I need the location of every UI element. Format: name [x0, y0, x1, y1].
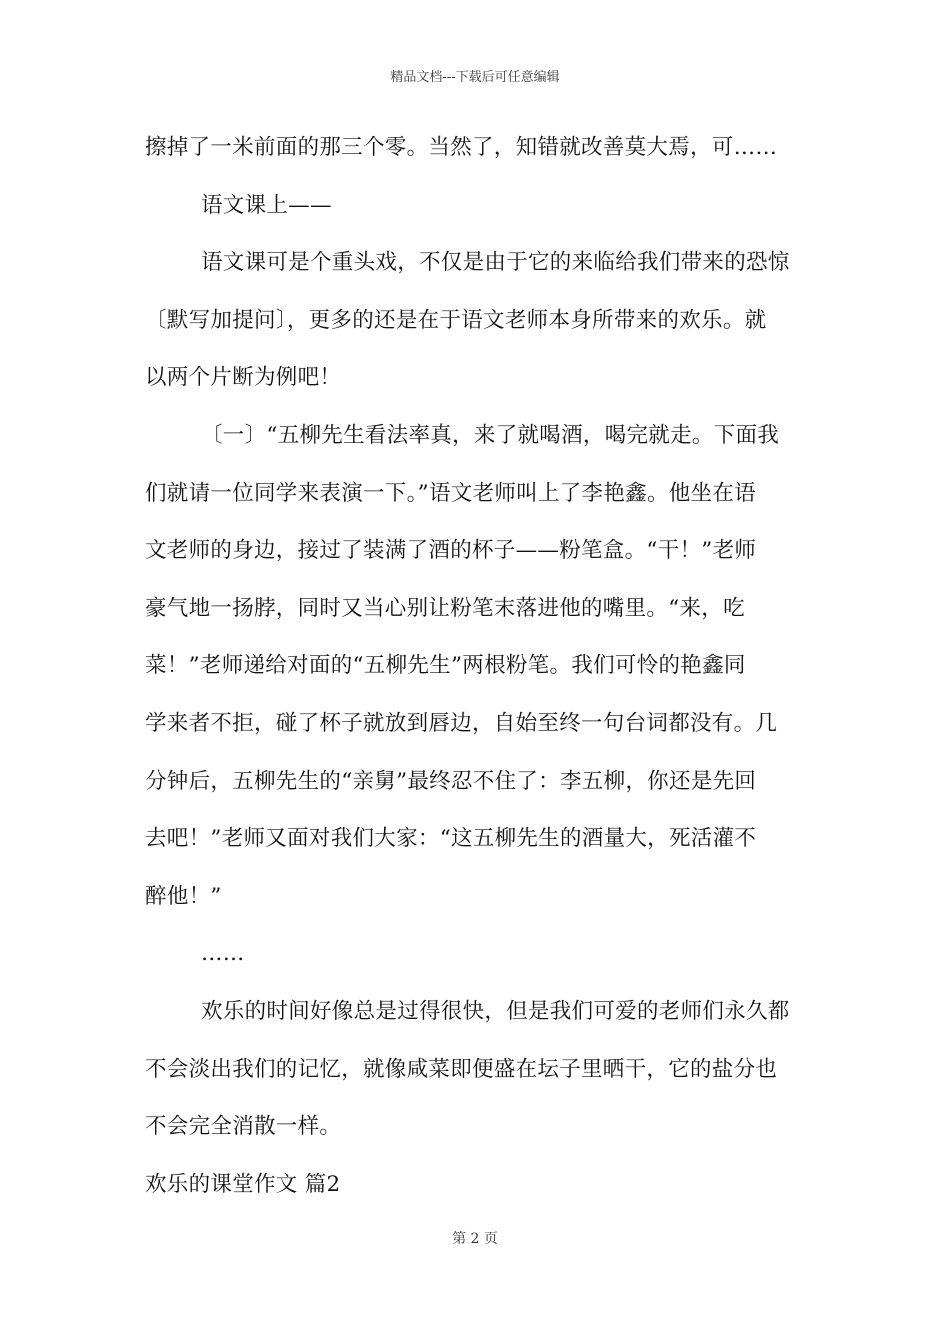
text-line: 〔默写加提问〕，更多的还是在于语文老师本身所带来的欢乐。就: [145, 307, 767, 333]
text-line: 语文课上——: [201, 192, 332, 218]
text-line: 去吧！”老师又面对我们大家：“这五柳先生的酒量大，死活灌不: [145, 826, 757, 852]
text-line: 菜！”老师递给对面的“五柳先生”两根粉笔。我们可怜的艳鑫同: [145, 653, 746, 679]
text-line: 〔一〕“五柳先生看法率真，来了就喝酒，喝完就走。下面我: [201, 423, 780, 448]
text-line: ……: [201, 941, 245, 967]
text-line: 醉他！”: [145, 883, 222, 909]
text-line: 豪气地一扬脖，同时又当心别让粉笔末落进他的嘴里。“来，吃: [145, 595, 745, 621]
text-line: 欢乐的时间好像总是过得很快，但是我们可爱的老师们永久都: [201, 999, 790, 1024]
text-line: 不会淡出我们的记忆，就像咸菜即便盛在坛子里晒干，它的盐分也: [145, 1056, 778, 1082]
text-line: 分钟后，五柳先生的“亲舅”最终忍不住了：李五柳，你还是先回: [145, 768, 757, 794]
page-header: 精品文档---下载后可任意编辑: [390, 70, 560, 85]
text-line: 学来者不拒，碰了杯子就放到唇边，自始至终一句台词都没有。几: [145, 711, 778, 736]
page-footer: 第 2 页: [452, 1231, 498, 1247]
text-line: 们就请一位同学来表演一下。”语文老师叫上了李艳鑫。他坐在语: [145, 480, 756, 506]
text-line: 以两个片断为例吧！: [145, 365, 342, 391]
text-line: 文老师的身边，接过了装满了酒的杯子——粉笔盒。“干！”老师: [145, 538, 757, 564]
text-line: 欢乐的课堂作文 篇2: [145, 1171, 341, 1197]
text-line: 擦掉了一米前面的那三个零。当然了，知错就改善莫大焉，可……: [145, 135, 778, 160]
text-line: 语文课可是个重头戏，不仅是由于它的来临给我们带来的恐惊: [201, 250, 790, 276]
text-line: 不会完全消散一样。: [145, 1114, 342, 1140]
